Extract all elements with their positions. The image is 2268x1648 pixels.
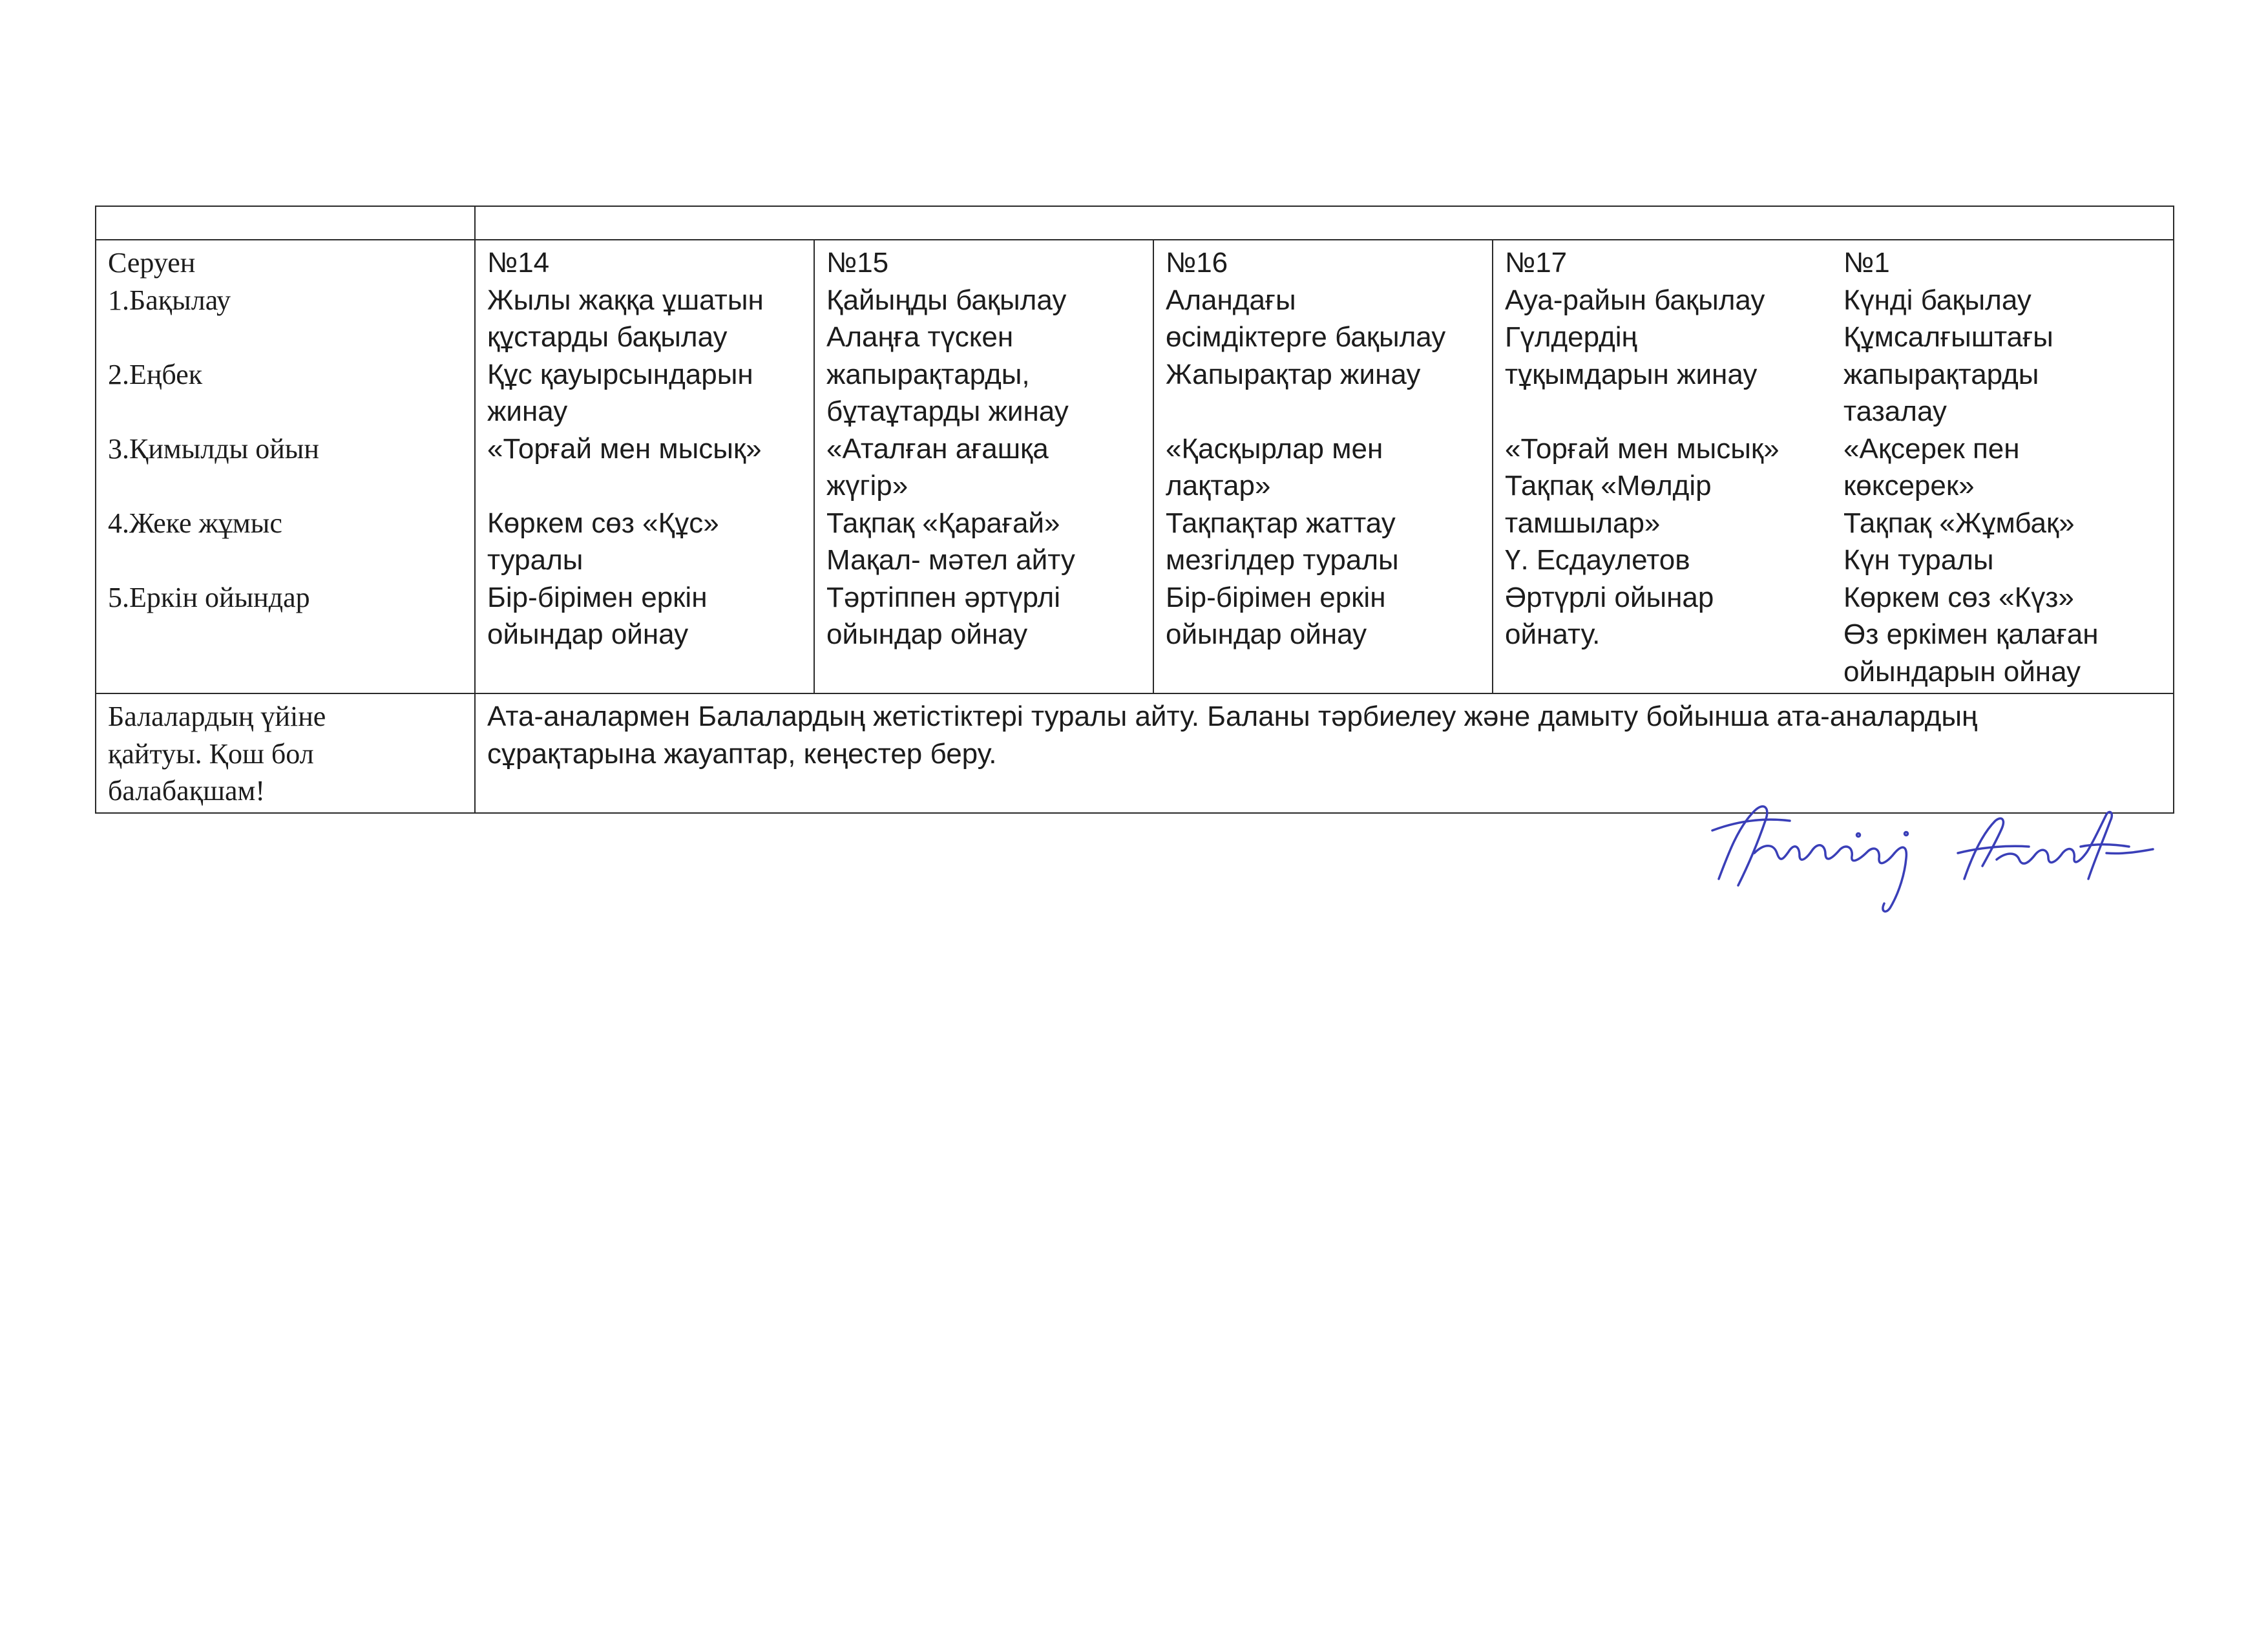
day-line: «Торғай мен мысық» [1505,432,1780,465]
day-line: ойнату. [1505,618,1601,650]
day-line: Бір-бірімен еркін [487,581,708,613]
day-number: №15 [826,247,889,279]
day-line: ойындарын ойнау [1843,655,2081,688]
day-line: жапырақтарды [1843,358,2039,390]
walk-title: Серуен [108,247,196,279]
day-line: «Ақсерек пен [1843,432,2020,465]
going-home-label-line: балабақшам! [108,775,265,807]
going-home-label-line: Балалардың үйіне [108,701,326,732]
going-home-label-cell [96,693,475,813]
day-line: Құс қауырсындарын [487,358,753,390]
day-line [1166,393,1480,430]
going-home-label-line: қайтуы. Қош бол [108,737,314,770]
day-line: құстарды бақылау [487,321,728,353]
day-line: жапырақтарды, [826,358,1030,390]
day-line: Көркем сөз «Құс» [487,507,719,539]
day-number: №1 [1843,247,1890,279]
day-line: мезгілдер туралы [1166,544,1399,576]
day-line: Ауа-райын бақылау [1505,284,1765,316]
day-line: тазалау [1843,396,1947,427]
day-cell-14 [475,240,814,693]
day-line: ойындар ойнау [826,618,1028,650]
day-line: Қайыңды бақылау [826,284,1067,316]
day-number: №17 [1505,247,1568,279]
walk-activities-cell [96,240,475,693]
activity-movement-game: 3.Қимылды ойын [108,432,319,465]
day-line: бұтаұтарды жинау [826,396,1069,427]
day-line: «Қасқырлар мен [1166,432,1383,465]
day-line: лақтар» [1166,470,1271,502]
day-line: ойындар ойнау [487,618,689,650]
day-line: Бір-бірімен еркін [1166,581,1386,613]
handwritten-signature [1693,782,2158,931]
day-line: Гүлдердің [1505,321,1637,353]
day-line: ойындар ойнау [1166,618,1367,650]
day-line: туралы [487,544,583,576]
day-cell-15 [814,240,1153,693]
schedule-table [95,206,2174,814]
day-line: Ү. Есдаулетов [1505,544,1690,576]
day-line: Мақал- мәтел айту [826,544,1075,576]
day-line: «Аталған ағашқа [826,432,1049,465]
day-line: жинау [487,396,568,427]
going-home-text-line: сұрақтарына жауаптар, кеңестер беру. [487,737,997,770]
activity-observation: 1.Бақылау [108,284,231,316]
day-line [487,467,802,505]
day-line: Алаңға түскен [826,321,1014,353]
day-line: Аландағы [1166,284,1296,316]
header-cell-empty-left [96,206,475,240]
walk-row [96,240,2174,693]
day-line: Көркем сөз «Күз» [1843,581,2074,613]
day-cell-1 [1832,240,2174,693]
day-line: Жылы жаққа ұшатын [487,284,764,316]
day-line [1505,393,1820,430]
day-line: Тақпақ «Жұмбақ» [1843,507,2075,539]
day-line: Әртүрлі ойынар [1505,581,1714,613]
day-line: Тәртіппен әртүрлі [826,581,1060,613]
day-number: №14 [487,247,550,279]
going-home-text-line: Ата-аналармен Балалардың жетістіктері туралы айту. Баланы тәрбиелеу және дамыту бойынша ата-аналардың [487,701,1978,732]
day-line: Жапырақтар жинау [1166,358,1421,390]
day-line: тұқымдарын жинау [1505,358,1758,390]
day-line: Өз еркімен қалаған [1843,618,2099,650]
day-line: тамшылар» [1505,507,1661,539]
day-line: Күнді бақылау [1843,284,2032,316]
activity-labor: 2.Еңбек [108,358,203,390]
day-line: Тақпақ «Мөлдір [1505,470,1712,502]
day-cell-17 [1493,240,1832,693]
day-line: «Торғай мен мысық» [487,432,762,465]
day-line: өсімдіктерге бақылау [1166,321,1446,353]
day-line: Тақпақ «Қарағай» [826,507,1060,539]
table-header-row [96,206,2174,240]
day-line: Құмсалғыштағы [1843,321,2053,353]
day-line: көксерек» [1843,470,1975,502]
day-number: №16 [1166,247,1228,279]
activity-individual-work: 4.Жеке жұмыс [108,507,282,539]
day-line: Тақпақтар жаттау [1166,507,1396,539]
day-line: Күн туралы [1843,544,1994,576]
activity-free-games: 5.Еркін ойындар [108,581,310,613]
day-line: жүгір» [826,470,908,502]
header-cell-empty-right [475,206,2174,240]
day-cell-16 [1153,240,1493,693]
